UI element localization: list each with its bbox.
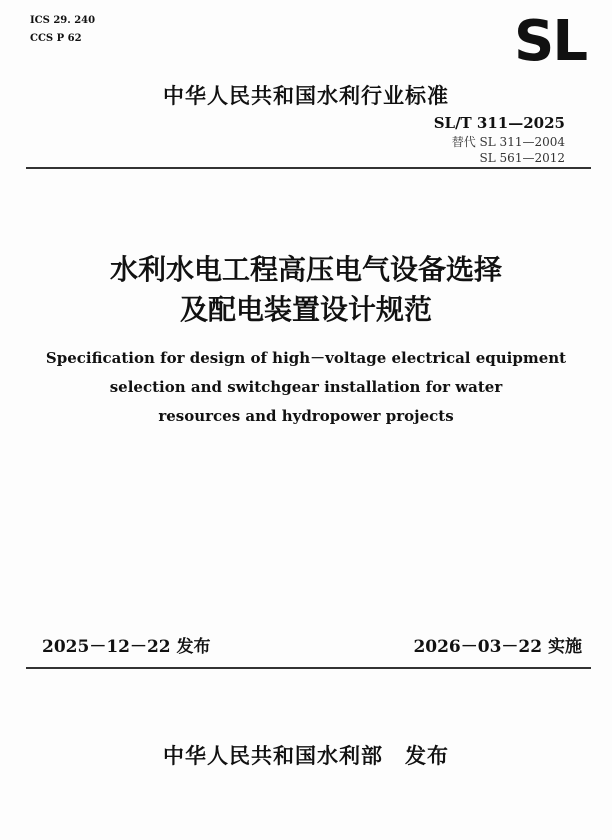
sl-logo: SL (513, 9, 586, 74)
chinese-title-line-2: 及配电装置设计规范 (179, 293, 432, 326)
replaced-standards (452, 134, 565, 166)
implement-date: 2026－03－22 实施 (413, 637, 582, 657)
standard-type: 中华人民共和国水利行业标准 (163, 84, 449, 108)
ics-code: ICS 29. 240 (30, 15, 96, 26)
ccs-code: CCS P 62 (30, 33, 82, 44)
english-title-line-2: selection and switchgear installation for water (109, 378, 503, 396)
replaces-line-1: 替代 SL 311—2004 (451, 135, 565, 149)
bottom-divider (26, 667, 591, 669)
chinese-title-line-1: 水利水电工程高压电气设备选择 (109, 253, 502, 286)
publisher: 中华人民共和国水利部 发布 (163, 744, 449, 768)
top-divider (26, 167, 591, 169)
english-title-line-1: Specification for design of high－voltage electrical equipment (45, 349, 567, 367)
standard-number: SL/T 311—2025 (433, 114, 565, 132)
replaces-line-2: SL 561—2012 (479, 151, 565, 165)
classification-codes (30, 12, 95, 48)
issue-date: 2025－12－22 发布 (42, 637, 211, 657)
english-title (0, 344, 612, 431)
english-title-line-3: resources and hydropower projects (158, 407, 454, 425)
chinese-title (0, 250, 612, 330)
